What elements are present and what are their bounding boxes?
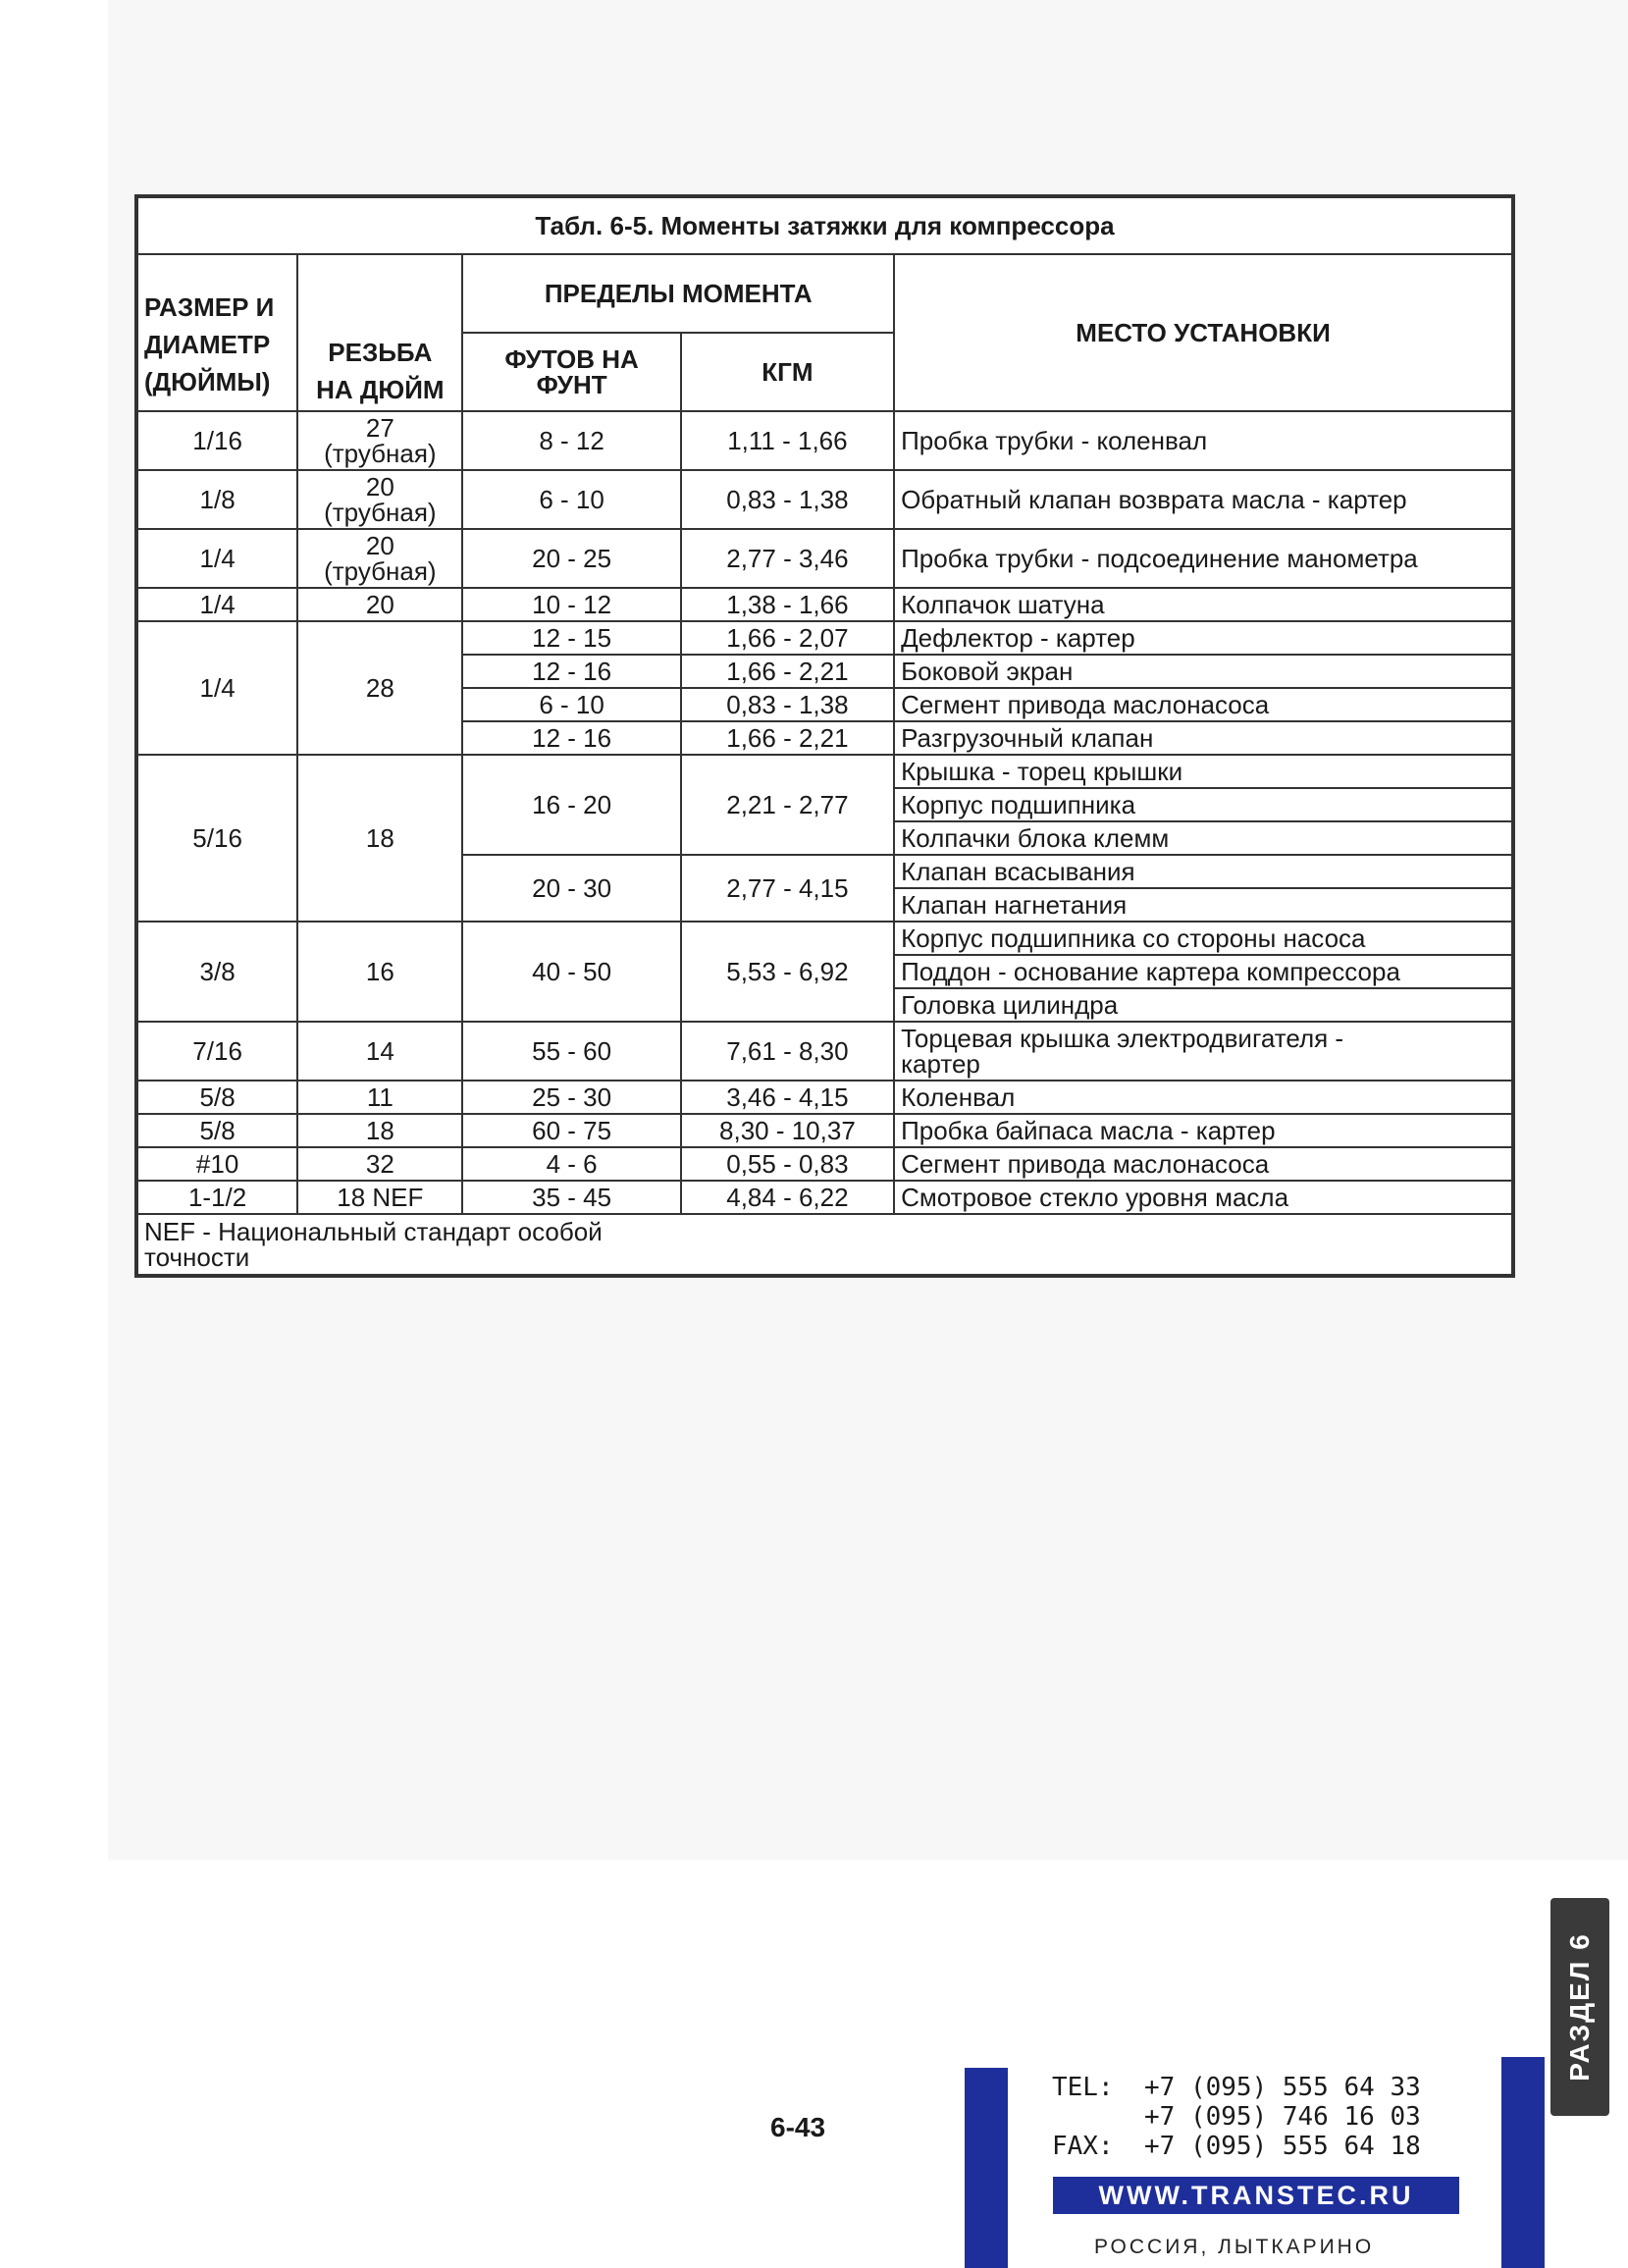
size-cell: 5/8 [137,1081,297,1114]
thread-value: 20 [365,531,394,560]
thread-cell: 18 [297,1114,462,1147]
thread-cell [297,470,462,529]
thread-cell: 16 [297,922,462,1022]
torque-table [134,194,1515,1278]
header-size-line-2: ДИАМЕТР [144,330,271,359]
ftlb-cell: 6 - 10 [462,470,680,529]
thread-cell: 18 NEF [297,1181,462,1214]
table-row [137,1181,1512,1214]
contact-block [1052,2073,1421,2161]
ftlb-cell: 40 - 50 [462,922,680,1022]
thread-value: 20 [365,472,394,501]
thread-cell: 20 [297,588,462,621]
footer-accent-bar-right [1501,2057,1545,2268]
tel-label: TEL: [1052,2073,1114,2102]
ftlb-cell: 10 - 12 [462,588,680,621]
location-cell: Пробка трубки - коленвал [894,411,1512,470]
table-row [137,411,1512,470]
location-cell: Клапан нагнетания [894,888,1512,922]
section-tab [1550,1898,1609,2116]
header-size [137,254,297,411]
location-cell: Боковой экран [894,655,1512,688]
contact-row-tel-1 [1052,2073,1421,2102]
ftlb-cell: 55 - 60 [462,1022,680,1081]
kgm-cell: 1,66 - 2,07 [681,621,894,655]
location-cell: Торцевая крышка электродвигателя - картер [894,1022,1512,1081]
location-cell: Пробка байпаса масла - картер [894,1114,1512,1147]
website-link[interactable]: WWW.TRANSTEC.RU [1053,2177,1459,2214]
thread-note: (трубная) [324,556,437,586]
thread-note: (трубная) [324,498,437,527]
location-cell: Клапан всасывания [894,855,1512,888]
kgm-cell: 4,84 - 6,22 [681,1181,894,1214]
header-kgm: КГМ [681,333,894,411]
size-cell: 1/8 [137,470,297,529]
header-size-line-3: (ДЮЙМЫ) [144,367,271,396]
company-location: РОССИЯ, ЛЫТКАРИНО [1094,2236,1375,2258]
size-cell: 5/8 [137,1114,297,1147]
table-row [137,1214,1512,1275]
location-cell: Крышка - торец крышки [894,755,1512,788]
ftlb-cell: 20 - 30 [462,855,680,922]
header-location: МЕСТО УСТАНОВКИ [894,254,1512,411]
thread-cell: 18 [297,755,462,922]
thread-cell: 11 [297,1081,462,1114]
fax-number: +7 (095) 555 64 18 [1144,2132,1421,2161]
size-cell: 7/16 [137,1022,297,1081]
kgm-cell: 1,11 - 1,66 [681,411,894,470]
location-cell: Колпачки блока клемм [894,821,1512,855]
header-ftlb-line-1: ФУТОВ НА [504,344,639,374]
ftlb-cell: 4 - 6 [462,1147,680,1181]
footer-accent-bar-left [965,2068,1008,2268]
size-cell: 1/4 [137,621,297,755]
location-cell: Сегмент привода маслонасоса [894,1147,1512,1181]
ftlb-cell: 12 - 16 [462,721,680,755]
thread-note: (трубная) [324,439,437,468]
location-cell: Колпачок шатуна [894,588,1512,621]
footnote-text: NEF - Национальный стандарт особой точности [144,1217,603,1272]
header-thread-line-1: РЕЗЬБА [328,338,433,367]
size-cell: 5/16 [137,755,297,922]
ftlb-cell: 6 - 10 [462,688,680,721]
thread-cell [297,529,462,588]
size-cell: 1/16 [137,411,297,470]
location-cell: Головка цилиндра [894,988,1512,1022]
location-cell: Разгрузочный клапан [894,721,1512,755]
footnote-cell [137,1214,1512,1275]
table-row [137,1022,1512,1081]
location-cell: Поддон - основание картера компрессора [894,955,1512,988]
kgm-cell: 8,30 - 10,37 [681,1114,894,1147]
header-ftlb-line-2: ФУНТ [536,370,607,399]
kgm-cell: 1,66 - 2,21 [681,721,894,755]
table-row [137,470,1512,529]
size-cell: #10 [137,1147,297,1181]
table-row [137,922,1512,955]
table-row [137,588,1512,621]
thread-value: 27 [365,413,394,443]
table-row [137,1147,1512,1181]
kgm-cell: 1,38 - 1,66 [681,588,894,621]
ftlb-cell: 35 - 45 [462,1181,680,1214]
contact-row-fax [1052,2132,1421,2161]
kgm-cell: 2,21 - 2,77 [681,755,894,855]
kgm-cell: 2,77 - 3,46 [681,529,894,588]
torque-table-grid [136,196,1513,1276]
table-row [137,529,1512,588]
kgm-cell: 0,55 - 0,83 [681,1147,894,1181]
tel-number-1: +7 (095) 555 64 33 [1144,2073,1421,2102]
section-tab-label: РАЗДЕЛ 6 [1564,1932,1596,2082]
size-cell: 1-1/2 [137,1181,297,1214]
location-cell: Коленвал [894,1081,1512,1114]
ftlb-cell: 20 - 25 [462,529,680,588]
kgm-cell: 3,46 - 4,15 [681,1081,894,1114]
table-row [137,755,1512,788]
table-row [137,1081,1512,1114]
table-row [137,1114,1512,1147]
size-cell: 3/8 [137,922,297,1022]
ftlb-cell: 16 - 20 [462,755,680,855]
thread-cell [297,411,462,470]
kgm-cell: 1,66 - 2,21 [681,655,894,688]
ftlb-cell: 8 - 12 [462,411,680,470]
kgm-cell: 0,83 - 1,38 [681,688,894,721]
location-cell: Пробка трубки - подсоединение манометра [894,529,1512,588]
page-number: 6-43 [770,2112,826,2142]
table-row [137,621,1512,655]
size-cell: 1/4 [137,529,297,588]
ftlb-cell: 25 - 30 [462,1081,680,1114]
location-cell: Обратный клапан возврата масла - картер [894,470,1512,529]
kgm-cell: 7,61 - 8,30 [681,1022,894,1081]
location-cell: Дефлектор - картер [894,621,1512,655]
thread-cell: 32 [297,1147,462,1181]
tel-number-2: +7 (095) 746 16 03 [1144,2102,1421,2132]
header-size-line-1: РАЗМЕР И [144,292,275,322]
kgm-cell: 5,53 - 6,92 [681,922,894,1022]
thread-cell: 28 [297,621,462,755]
ftlb-cell: 12 - 15 [462,621,680,655]
contact-row-tel-2 [1052,2102,1421,2132]
kgm-cell: 0,83 - 1,38 [681,470,894,529]
header-torque-limits: ПРЕДЕЛЫ МОМЕНТА [462,254,894,333]
size-cell: 1/4 [137,588,297,621]
header-ftlb [462,333,680,411]
ftlb-cell: 12 - 16 [462,655,680,688]
header-thread-line-2: НА ДЮЙМ [316,375,445,404]
location-cell: Сегмент привода маслонасоса [894,688,1512,721]
thread-cell: 14 [297,1022,462,1081]
location-cell: Смотровое стекло уровня масла [894,1181,1512,1214]
location-cell: Корпус подшипника [894,788,1512,821]
ftlb-cell: 60 - 75 [462,1114,680,1147]
kgm-cell: 2,77 - 4,15 [681,855,894,922]
table-caption: Табл. 6-5. Моменты затяжки для компрессора [137,197,1512,254]
header-thread [297,254,462,411]
location-cell: Корпус подшипника со стороны насоса [894,922,1512,955]
fax-label: FAX: [1052,2132,1114,2161]
